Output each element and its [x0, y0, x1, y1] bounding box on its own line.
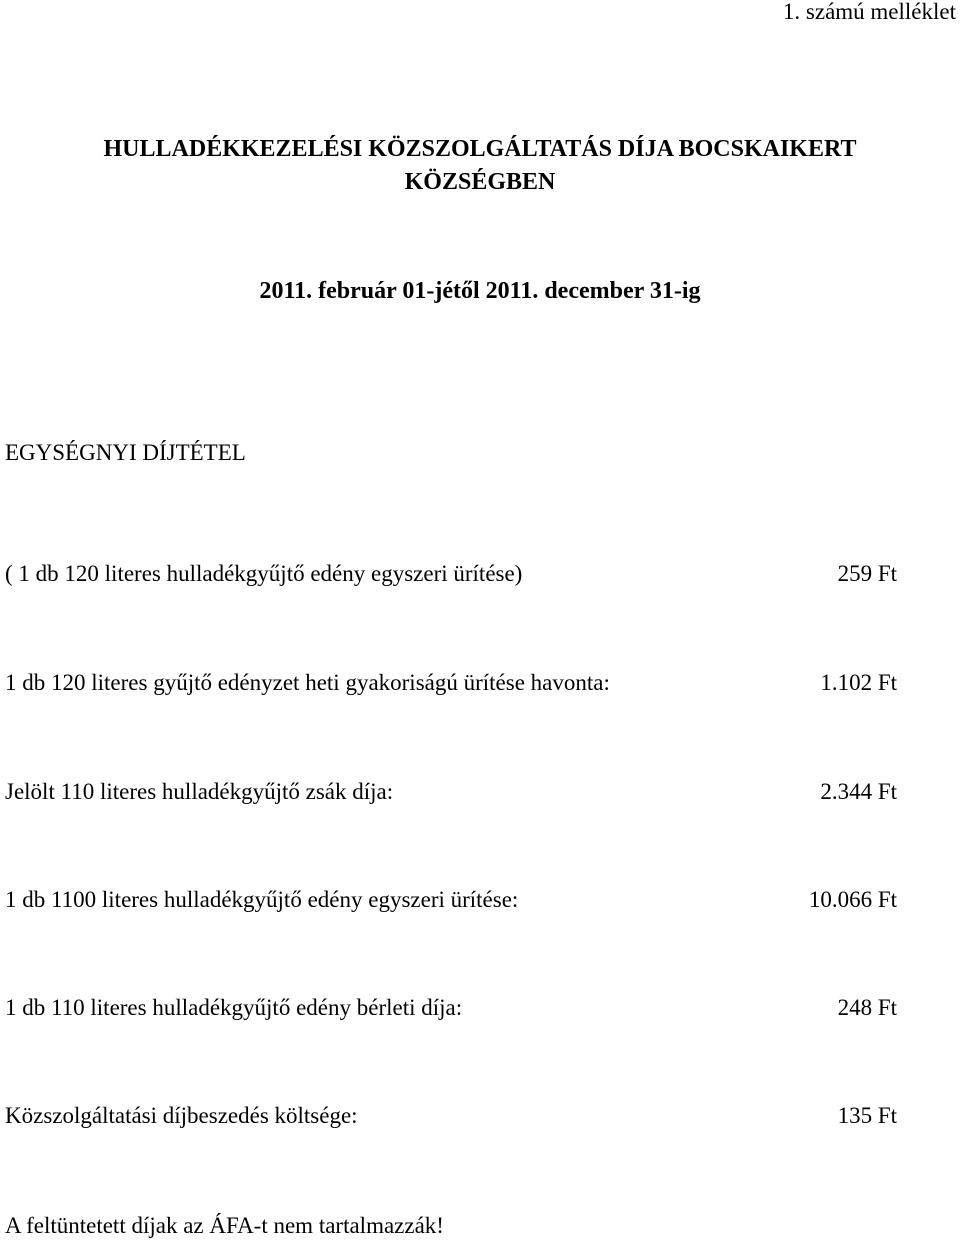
fee-amount: 2.344 Ft — [820, 779, 897, 804]
fee-description: 1 db 1100 literes hulladékgyűjtő edény egyszeri ürítése: — [5, 887, 519, 912]
document-title: HULLADÉKKEZELÉSI KÖZSZOLGÁLTATÁS DÍJA BOCSKAIKERT — [103, 136, 857, 162]
fee-row-1100l-emptying — [5, 886, 897, 914]
fee-amount: 248 Ft — [837, 995, 897, 1020]
fee-description: 1 db 120 literes gyűjtő edényzet heti gyakoriságú ürítése havonta: — [5, 670, 610, 695]
fee-row-110l-bag — [5, 778, 897, 806]
fee-amount: 259 Ft — [837, 561, 897, 586]
fee-row-collection-cost — [5, 1102, 897, 1130]
fee-description: Jelölt 110 literes hulladékgyűjtő zsák díja: — [5, 779, 394, 804]
fee-row-single-120l-emptying — [5, 560, 897, 588]
fee-amount: 10.066 Ft — [808, 887, 897, 912]
annex-label: 1. számú melléklet — [782, 0, 956, 24]
fee-row-110l-rental — [5, 994, 897, 1022]
fee-description: ( 1 db 120 literes hulladékgyűjtő edény egyszeri ürítése) — [5, 561, 523, 586]
document-title-continued: KÖZSÉGBEN — [404, 169, 556, 195]
section-heading: EGYSÉGNYI DÍJTÉTEL — [5, 440, 246, 465]
fee-amount: 135 Ft — [837, 1103, 897, 1128]
fee-row-monthly-weekly-120l — [5, 669, 897, 697]
validity-period: 2011. február 01-jétől 2011. december 31-ig — [259, 278, 701, 304]
fee-amount: 1.102 Ft — [820, 670, 897, 695]
fee-description: 1 db 110 literes hulladékgyűjtő edény bérleti díja: — [5, 995, 463, 1020]
vat-footnote: A feltüntetett díjak az ÁFA-t nem tartalmazzák! — [5, 1213, 444, 1238]
fee-description: Közszolgáltatási díjbeszedés költsége: — [5, 1103, 358, 1128]
